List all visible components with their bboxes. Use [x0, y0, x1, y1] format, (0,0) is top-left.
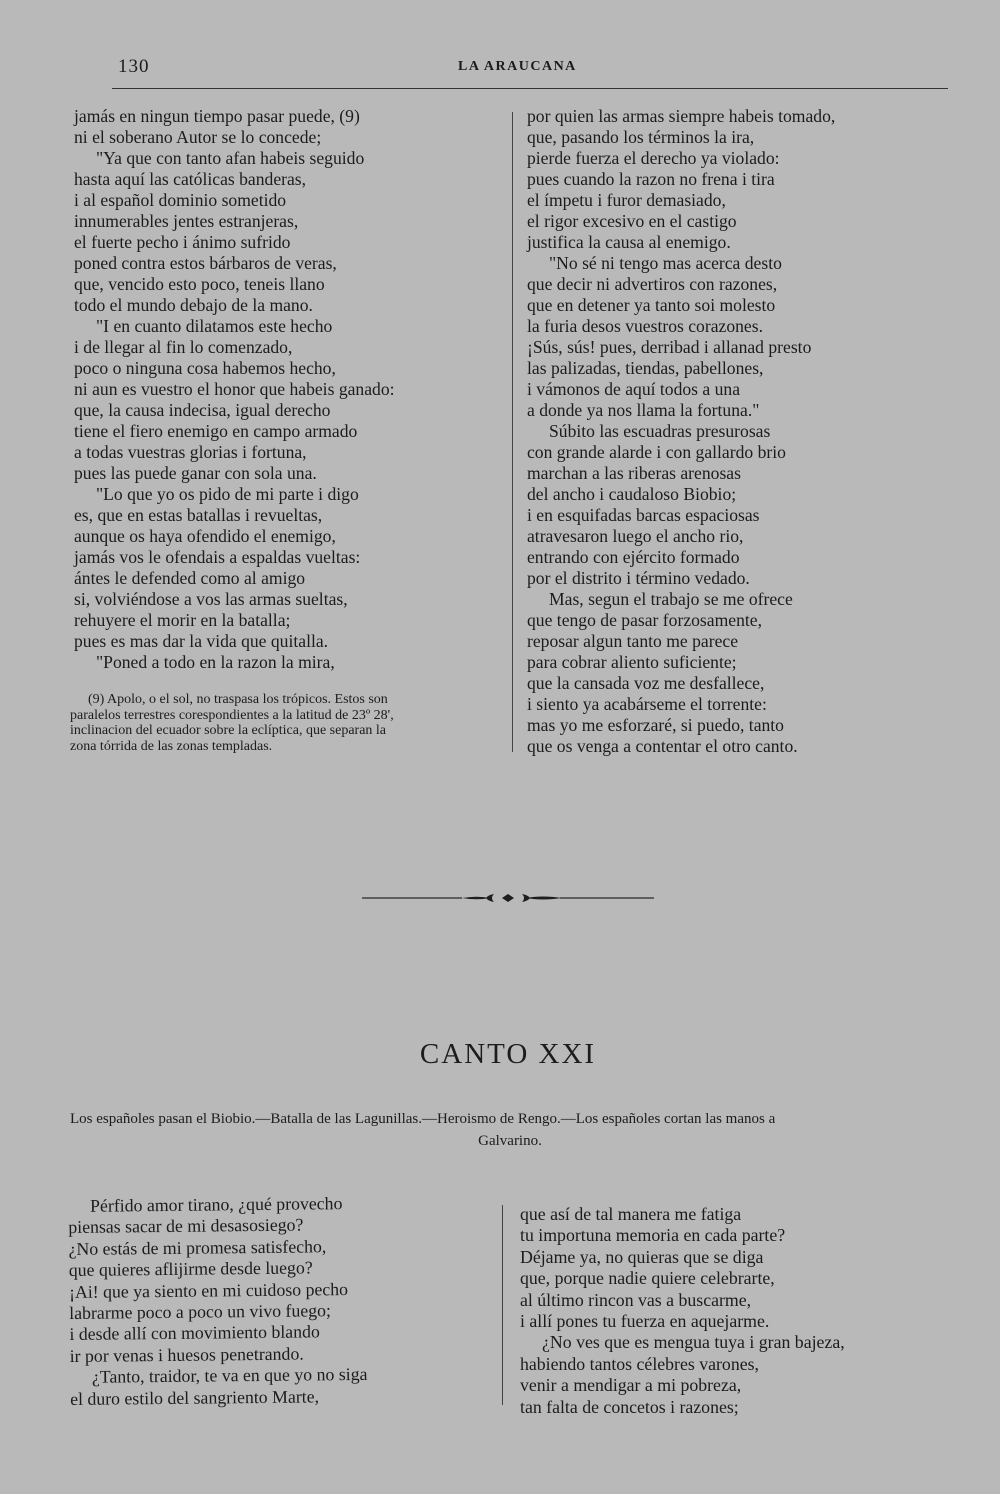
verse-line: el ímpetu i furor demasiado,: [527, 190, 726, 210]
verse-line: que en detener ya tanto soi molesto: [527, 295, 776, 315]
ornament-divider-icon: [362, 888, 654, 908]
verse-line: tan falta de concetos i razones;: [520, 1396, 739, 1417]
verse-line: que, porque nadie quiere celebrarte,: [520, 1268, 775, 1289]
page-number: 130: [118, 56, 150, 77]
verse-line: tiene el fiero enemigo en campo armado: [74, 421, 358, 441]
verse-line: si, volviéndose a vos las armas sueltas,: [74, 589, 348, 609]
verse-line: jamás en ningun tiempo pasar puede, (9): [74, 106, 360, 126]
verse-line: ni el soberano Autor se lo concede;: [74, 127, 322, 147]
verse-line: que decir ni advertiros con razones,: [527, 274, 778, 294]
verse-line: la furia desos vuestros corazones.: [527, 316, 763, 336]
verse-line: i allí pones tu fuerza en aquejarme.: [520, 1310, 770, 1331]
verse-line: tu importuna memoria en cada parte?: [520, 1225, 786, 1246]
column-divider-top: [512, 112, 513, 752]
verse-line: i en esquifadas barcas espaciosas: [527, 505, 760, 525]
verse-line: aunque os haya ofendido el enemigo,: [74, 526, 336, 546]
verse-line: jamás vos le ofendais a espaldas vueltas:: [74, 547, 361, 567]
top-right-column: [527, 106, 947, 757]
verse-line: que, la causa indecisa, igual derecho: [74, 400, 331, 420]
verse-line: "Ya que con tanto afan habeis seguido: [96, 148, 365, 168]
verse-line: que, pasando los términos la ira,: [527, 127, 755, 147]
verse-line: ántes le defended como al amigo: [74, 568, 306, 588]
verse-line: ni aun es vuestro el honor que habeis ganado:: [74, 379, 395, 399]
verse-line: todo el mundo debajo de la mano.: [74, 295, 313, 315]
verse-line: labrarme poco a poco un vivo fuego;: [69, 1300, 332, 1323]
verse-line: que os venga a contentar el otro canto.: [527, 736, 798, 756]
argument-line: Los españoles pasan el Biobio.—Batalla de las Lagunillas.—Heroismo de Rengo.—Los españoles cortan las manos a: [70, 1111, 776, 1127]
verse-line: Súbito las escuadras presurosas: [549, 421, 771, 441]
verse-line: es, que en estas batallas i revueltas,: [74, 505, 323, 525]
verse-line: ¿No estás de mi promesa satisfecho,: [68, 1236, 327, 1259]
verse-line: al último rincon vas a buscarme,: [520, 1289, 752, 1310]
canto-title: CANTO XXI: [419, 1038, 597, 1070]
verse-line: por el distrito i término vedado.: [527, 568, 750, 588]
argument-line: Galvarino.: [478, 1133, 542, 1149]
verse-line: innumerables jentes estranjeras,: [74, 211, 299, 231]
verse-line: a todas vuestras glorias i fortuna,: [74, 442, 307, 462]
bottom-left-column: [68, 1192, 490, 1410]
verse-line: Mas, segun el trabajo se me ofrece: [549, 589, 793, 609]
verse-line: a donde ya nos llama la fortuna.": [527, 400, 760, 420]
verse-line: que quieres aflijirme desde luego?: [68, 1257, 313, 1281]
verse-line: que así de tal manera me fatiga: [520, 1204, 742, 1224]
verse-line: "I en cuanto dilatamos este hecho: [96, 316, 333, 336]
verse-line: que, vencido esto poco, teneis llano: [74, 274, 325, 294]
verse-line: pues las puede ganar con sola una.: [74, 463, 317, 483]
verse-line: ¡Sús, sús! pues, derribad i allanad presto: [527, 337, 812, 357]
verse-line: mas yo me esforzaré, si puedo, tanto: [527, 715, 784, 735]
footnote-line: inclinacion del ecuador sobre la eclíptica, que separan la: [70, 723, 387, 738]
page-header: [110, 56, 948, 82]
verse-line: entrando con ejército formado: [527, 547, 740, 567]
verse-line: pues cuando la razon no frena i tira: [527, 169, 775, 189]
canto-argument: [70, 1108, 950, 1152]
verse-line: el duro estilo del sangriento Marte,: [70, 1385, 320, 1409]
verse-line: ¡Ai! que ya siento en mi cuidoso pecho: [68, 1278, 349, 1302]
verse-line: pierde fuerza el derecho ya violado:: [527, 148, 780, 168]
verse-line: que la cansada voz me desfallece,: [527, 673, 765, 693]
footnote-line: paralelos terrestres corespondientes a la latitud de 23º 28',: [70, 707, 394, 723]
verse-line: por quien las armas siempre habeis tomado,: [527, 106, 836, 126]
verse-line: "No sé ni tengo mas acerca desto: [549, 253, 782, 273]
verse-line: i siento ya acabárseme el torrente:: [527, 694, 767, 714]
verse-line: i de llegar al fin lo comenzado,: [74, 337, 293, 357]
verse-line: Pérfido amor tirano, ¿qué provecho: [89, 1193, 343, 1216]
verse-line: que tengo de pasar forzosamente,: [527, 610, 762, 630]
verse-line: ir por venas i huesos penetrando.: [69, 1343, 304, 1366]
verse-line: del ancho i caudaloso Biobio;: [527, 484, 737, 504]
verse-line: piensas sacar de mi desasosiego?: [68, 1214, 304, 1238]
verse-line: justifica la causa al enemigo.: [527, 232, 731, 252]
verse-line: i desde allí con movimiento blando: [69, 1321, 320, 1345]
header-rule: [112, 88, 948, 89]
verse-line: Déjame ya, no quieras que se diga: [520, 1246, 764, 1267]
verse-line: con grande alarde i con gallardo brio: [527, 442, 786, 462]
verse-line: atravesaron luego el ancho rio,: [527, 526, 744, 546]
running-title: LA ARAUCANA: [458, 59, 577, 74]
footnote: [70, 692, 500, 754]
verse-line: el fuerte pecho i ánimo sufrido: [74, 232, 291, 252]
verse-line: "Poned a todo en la razon la mira,: [96, 652, 335, 672]
verse-line: habiendo tantos célebres varones,: [520, 1353, 759, 1374]
verse-line: i vámonos de aquí todos a una: [527, 379, 741, 399]
verse-line: reposar algun tanto me parece: [527, 631, 739, 651]
verse-line: ¿Tanto, traidor, te va en que yo no siga: [91, 1363, 368, 1387]
verse-line: poned contra estos bárbaros de veras,: [74, 253, 337, 273]
verse-line: ¿No ves que es mengua tuya i gran bajeza,: [542, 1332, 845, 1353]
verse-line: el rigor excesivo en el castigo: [527, 211, 737, 231]
verse-line: poco o ninguna cosa habemos hecho,: [74, 358, 336, 378]
verse-line: i al español dominio sometido: [74, 190, 287, 210]
footnote-line: (9) Apolo, o el sol, no traspasa los trópicos. Estos son: [88, 692, 388, 707]
verse-line: rehuyere el morir en la batalla;: [74, 610, 291, 630]
bottom-right-column: [520, 1204, 940, 1418]
verse-line: "Lo que yo os pido de mi parte i digo: [96, 484, 359, 504]
column-divider-bottom: [502, 1205, 503, 1405]
top-left-column: [74, 106, 504, 673]
verse-line: venir a mendigar a mi pobreza,: [520, 1375, 742, 1396]
verse-line: marchan a las riberas arenosas: [527, 463, 741, 483]
verse-line: las palizadas, tiendas, pabellones,: [527, 358, 764, 378]
verse-line: hasta aquí las católicas banderas,: [74, 169, 307, 189]
footnote-line: zona tórrida de las zonas templadas.: [70, 738, 273, 754]
verse-line: pues es mas dar la vida que quitalla.: [74, 631, 329, 651]
verse-line: para cobrar aliento suficiente;: [527, 652, 737, 672]
